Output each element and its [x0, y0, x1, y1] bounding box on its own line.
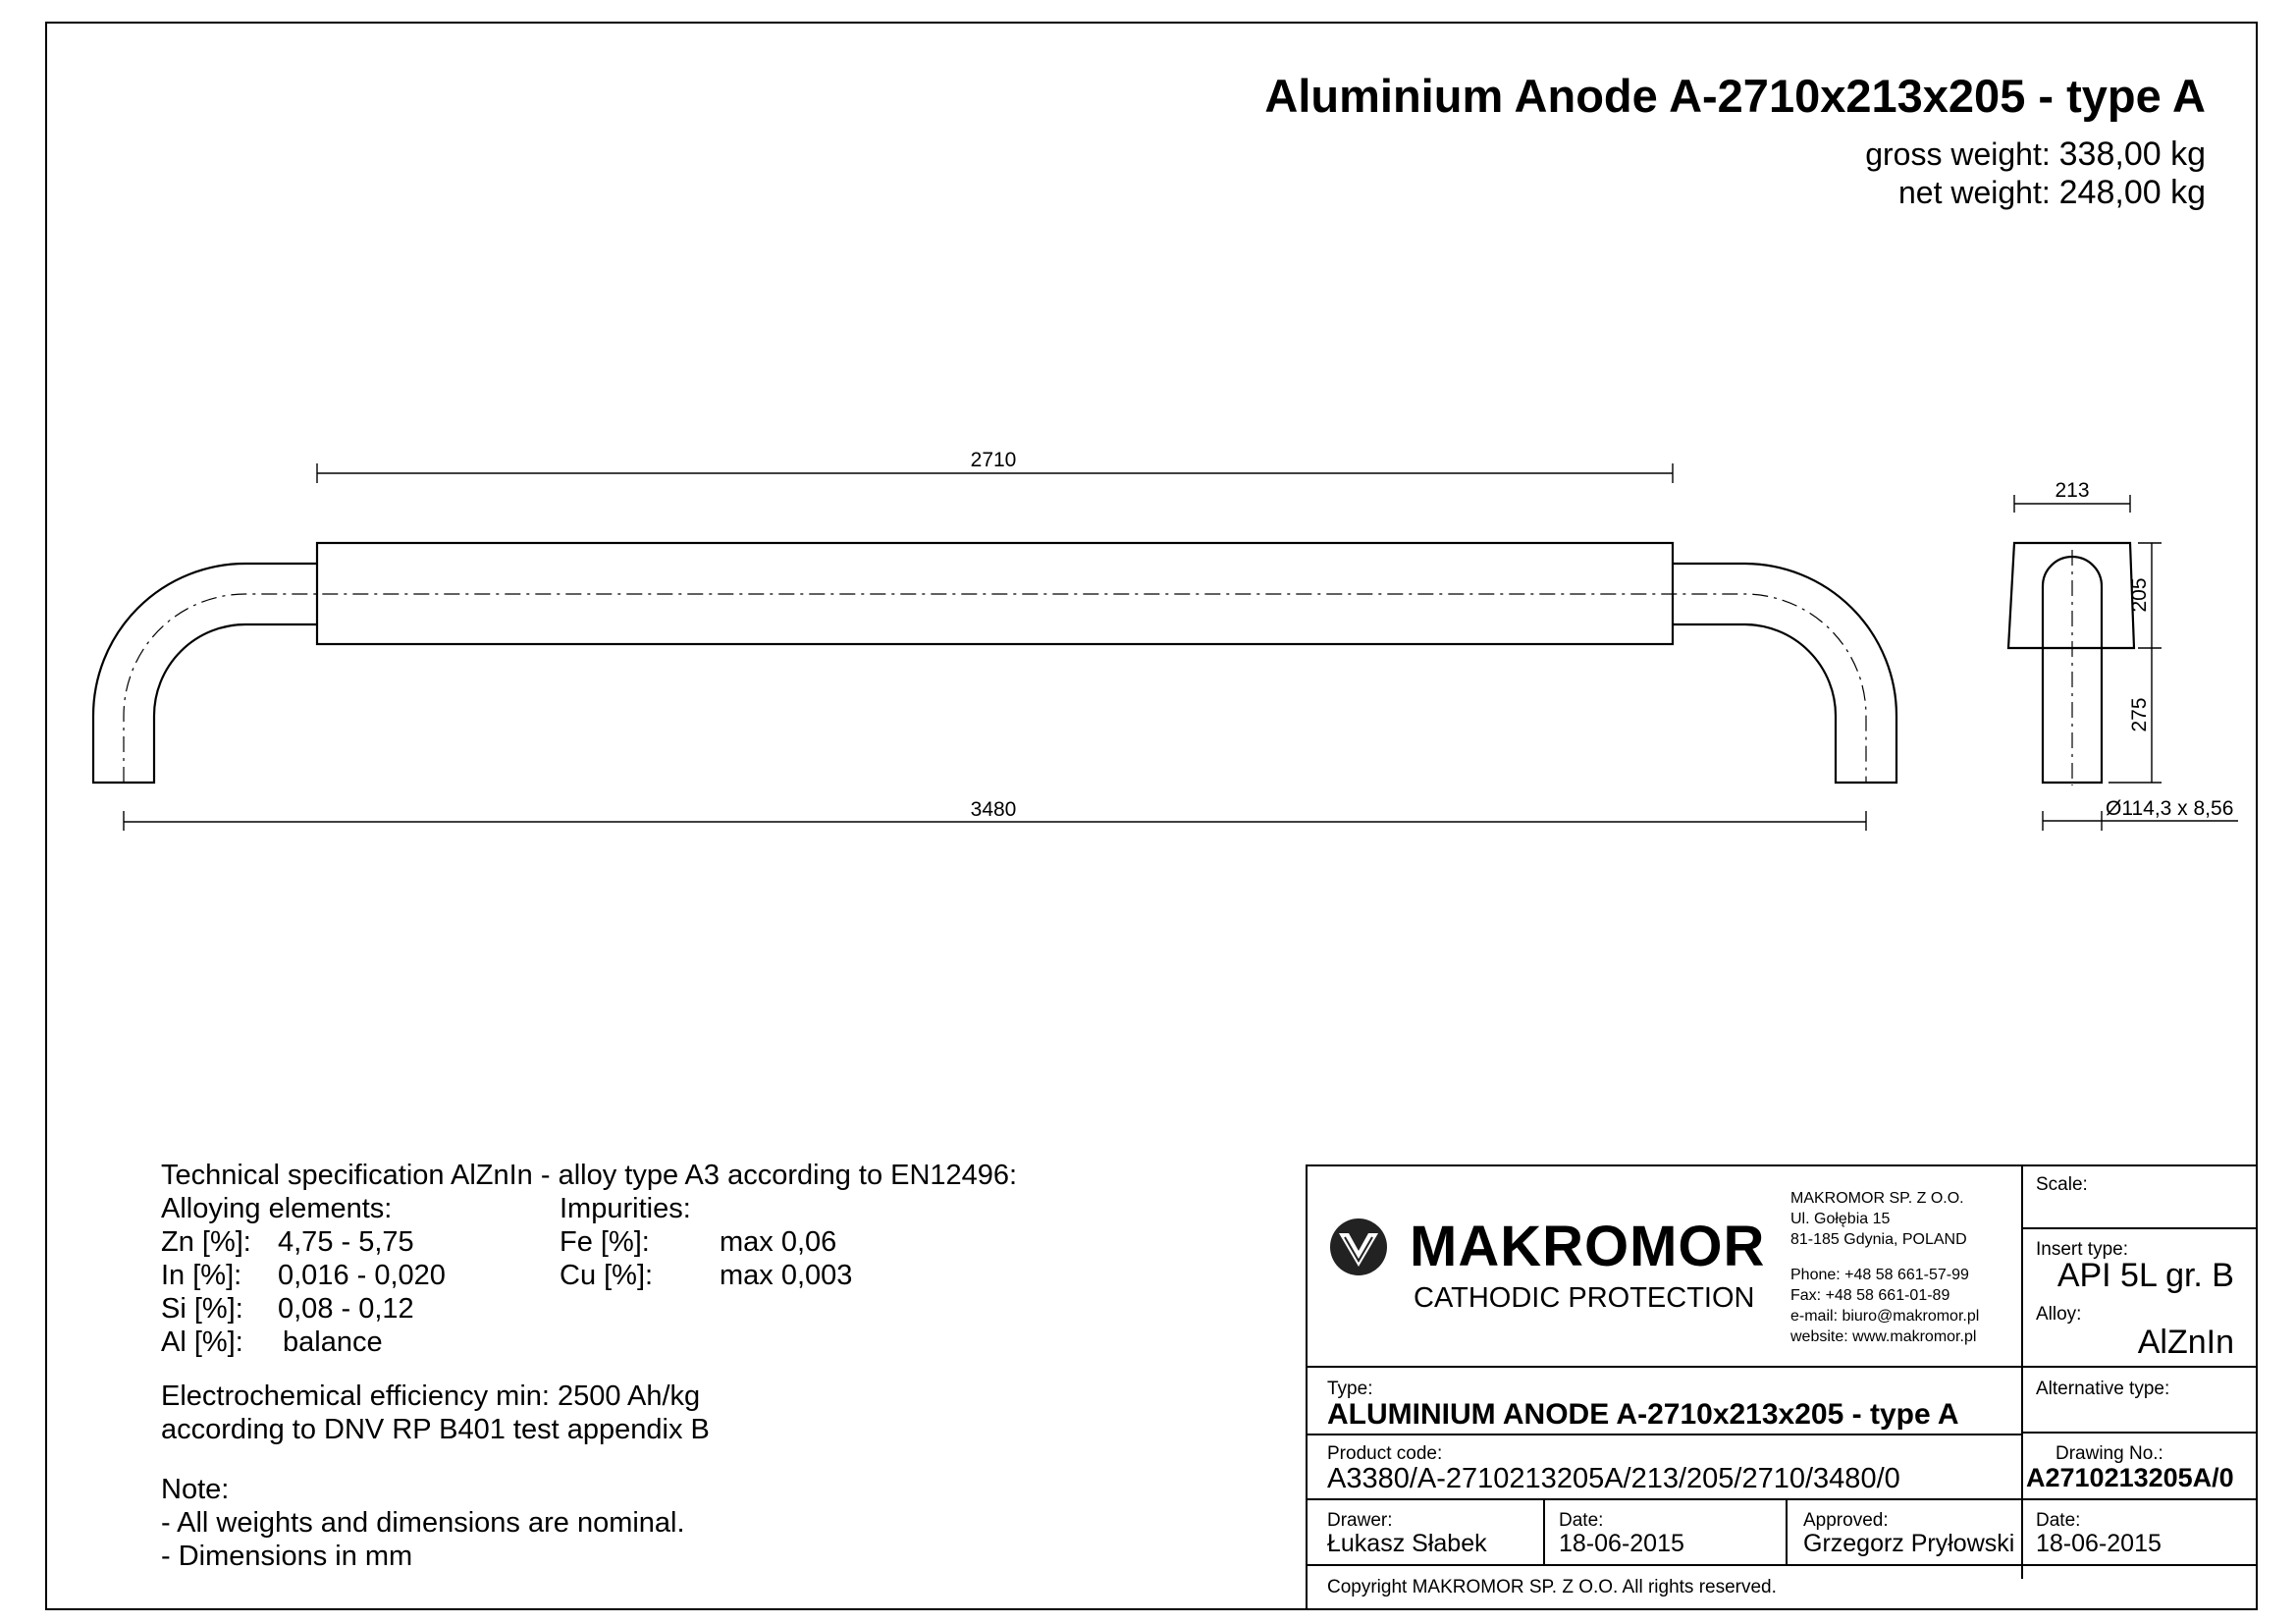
date-value: 18-06-2015 — [1559, 1530, 1684, 1557]
approved-label: Approved: — [1803, 1510, 1889, 1531]
note-title: Note: — [161, 1474, 230, 1505]
scale-label: Scale: — [2036, 1174, 2088, 1195]
efficiency-line-1: Electrochemical efficiency min: 2500 Ah/kg — [161, 1380, 701, 1412]
impurity-row-element: Fe [%]: — [560, 1226, 650, 1258]
company-name: MAKROMOR — [1410, 1215, 1766, 1278]
dim-275: 275 — [2128, 697, 2151, 732]
center-line — [124, 594, 1866, 783]
dim-213: 213 — [2055, 479, 2090, 502]
net-weight-label: net weight: — [1897, 175, 2051, 210]
impurities-title: Impurities: — [560, 1193, 691, 1224]
date2-value: 18-06-2015 — [2036, 1530, 2162, 1557]
date-label: Date: — [1559, 1510, 1604, 1531]
drawer-label: Drawer: — [1327, 1510, 1393, 1531]
left-pipe-leg — [93, 564, 317, 783]
efficiency-line-2: according to DNV RP B401 test appendix B — [161, 1414, 710, 1445]
title-block — [1306, 1164, 2258, 1610]
alloying-title: Alloying elements: — [161, 1193, 393, 1224]
alloy-row-element: Si [%]: — [161, 1293, 243, 1325]
impurity-row-value: max 0,003 — [720, 1260, 853, 1291]
drawer-value: Łukasz Słabek — [1327, 1530, 1487, 1557]
dim-2710: 2710 — [970, 449, 1017, 471]
drawing-title: Aluminium Anode A-2710x213x205 - type A — [1264, 70, 2206, 122]
alloy-value: AlZnIn — [2137, 1324, 2234, 1361]
dim-205: 205 — [2128, 577, 2151, 613]
impurity-row-element: Cu [%]: — [560, 1260, 654, 1291]
right-pipe-leg — [1673, 564, 1896, 783]
drawing-no-value: A2710213205A/0 — [2026, 1463, 2234, 1492]
insert-type-label: Insert type: — [2036, 1239, 2128, 1260]
note-line-1: - All weights and dimensions are nominal. — [161, 1507, 685, 1539]
product-code-label: Product code: — [1327, 1443, 1443, 1464]
side-view-body — [2008, 543, 2134, 648]
type-label: Type: — [1327, 1379, 1373, 1399]
alloy-row-element: In [%]: — [161, 1260, 242, 1291]
alloy-label: Alloy: — [2036, 1304, 2082, 1325]
dim-3480: 3480 — [970, 798, 1017, 821]
product-code-value: A3380/A-2710213205A/213/205/2710/3480/0 — [1327, 1463, 1900, 1494]
copyright: Copyright MAKROMOR SP. Z O.O. All rights reserved. — [1327, 1577, 1777, 1597]
insert-type-value: API 5L gr. B — [2056, 1257, 2234, 1294]
note-line-2: - Dimensions in mm — [161, 1541, 413, 1572]
date2-label: Date: — [2036, 1510, 2081, 1531]
alloy-row-value: 0,08 - 0,12 — [278, 1293, 414, 1325]
type-value: ALUMINIUM ANODE A-2710x213x205 - type A — [1327, 1398, 1959, 1431]
makromor-logo-icon — [1327, 1216, 1390, 1278]
gross-weight-value: 338,00 kg — [2058, 135, 2206, 173]
company-subtitle: CATHODIC PROTECTION — [1414, 1282, 1755, 1314]
company-address: MAKROMOR SP. Z O.O. Ul. Gołębia 15 81-185 Gdynia, POLAND — [1790, 1190, 1967, 1248]
alloy-row-element: Al [%]: — [161, 1326, 243, 1358]
alloy-row-value: 0,016 - 0,020 — [278, 1260, 446, 1291]
alternative-type-label: Alternative type: — [2036, 1379, 2170, 1399]
approved-value: Grzegorz Pryłowski — [1803, 1530, 2015, 1557]
alloy-row-value: 4,75 - 5,75 — [278, 1226, 414, 1258]
spec-heading: Technical specification AlZnIn - alloy type A3 according to EN12496: — [161, 1160, 1018, 1191]
company-contact: Phone: +48 58 661-57-99 Fax: +48 58 661-01-89 e-mail: biuro@makromor.pl website: www.makromor.pl — [1790, 1267, 1980, 1345]
alloy-row-value: balance — [283, 1326, 383, 1358]
dim-pipe: Ø114,3 x 8,56 — [2106, 797, 2234, 820]
drawing-no-label: Drawing No.: — [2056, 1443, 2163, 1464]
net-weight-value: 248,00 kg — [2058, 174, 2206, 211]
alloy-row-element: Zn [%]: — [161, 1226, 251, 1258]
impurity-row-value: max 0,06 — [720, 1226, 837, 1258]
gross-weight-label: gross weight: — [1865, 136, 2051, 172]
